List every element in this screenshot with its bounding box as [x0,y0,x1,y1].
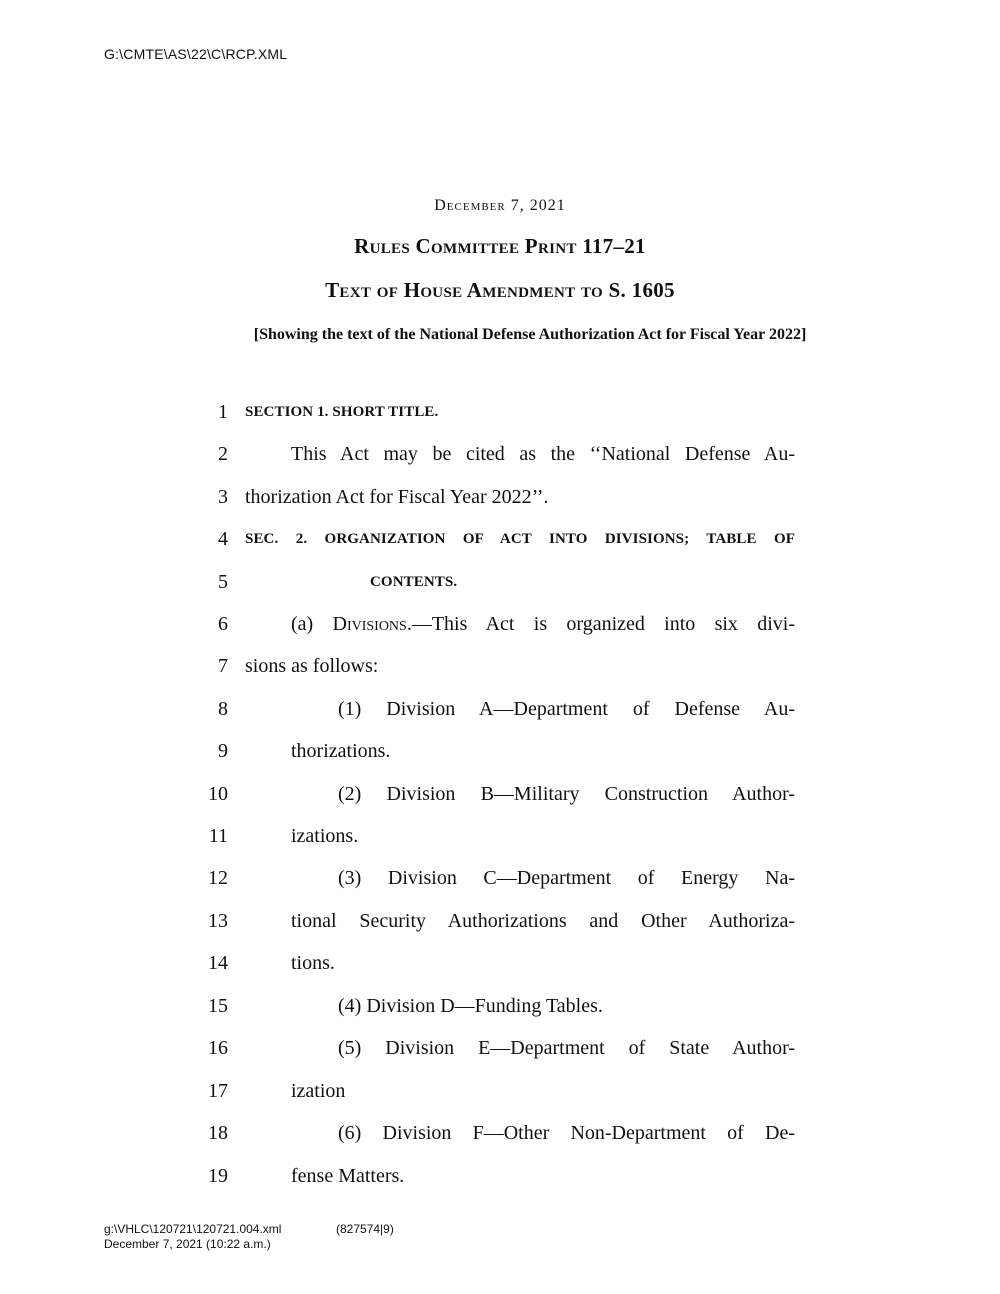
line-number: 3 [218,486,228,508]
print-title: Rules Committee Print 117–21 [354,234,646,258]
line-number: 9 [218,740,228,762]
line-number: 14 [208,952,228,974]
text-line [0,863,1000,893]
text-line [0,439,1000,469]
line-number: 10 [208,783,228,805]
line-text: tions. [291,952,335,974]
file-path: G:\CMTE\AS\22\C\RCP.XML [104,46,288,62]
line-text: This Act may be cited as the ‘‘National Defense Au- [291,443,795,465]
line-number: 4 [218,528,228,550]
line-number: 18 [208,1122,228,1144]
paragraph-marker: (a) [291,613,333,635]
text-line [0,821,1000,851]
footer-timestamp: December 7, 2021 (10:22 a.m.) [104,1237,271,1251]
text-line [0,736,1000,766]
line-number: 6 [218,613,228,635]
line-text-rest: .—This Act is organized into six divi- [406,613,795,635]
text-line [0,651,1000,681]
footer-code: (827574|9) [336,1222,394,1236]
line-text: (4) Division D—Funding Tables. [338,995,603,1017]
line-text: (1) Division A—Department of Defense Au- [338,698,795,720]
line-number: 17 [208,1080,228,1102]
text-line [0,1033,1000,1063]
line-number: 11 [208,825,228,847]
text-line [0,694,1000,724]
section-heading: SECTION 1. SHORT TITLE. [245,404,439,420]
text-line [0,482,1000,512]
text-line [0,948,1000,978]
text-line [0,397,1000,427]
line-number: 5 [218,571,228,593]
line-text: (6) Division F—Other Non-Department of De- [338,1122,795,1144]
line-number: 2 [218,443,228,465]
text-line [0,524,1000,554]
line-number: 8 [218,698,228,720]
line-text: thorizations. [291,740,391,762]
text-line [0,779,1000,809]
line-number: 16 [208,1037,228,1059]
line-text: tional Security Authorizations and Other Authoriza- [291,910,795,932]
line-text: (3) Division C—Department of Energy Na- [338,867,795,889]
text-line [0,1161,1000,1191]
text-line [0,1076,1000,1106]
text-line [0,1118,1000,1148]
line-text [291,609,795,639]
line-text: thorization Act for Fiscal Year 2022’’. [245,486,549,508]
line-text: izations. [291,825,359,847]
line-number: 13 [208,910,228,932]
subtitle: [Showing the text of the National Defense Authorization Act for Fiscal Year 2022] [253,326,807,343]
line-number: 19 [208,1165,228,1187]
text-line [0,567,1000,597]
amendment-title: Text of House Amendment to S. 1605 [325,278,675,302]
line-number: 7 [218,655,228,677]
line-text: ization [291,1080,346,1102]
section-heading: SEC. 2. ORGANIZATION OF ACT INTO DIVISIONS; TABLE OF [245,531,795,547]
text-line [0,609,1000,639]
line-text: fense Matters. [291,1165,405,1187]
subsection-heading: Divisions [332,613,407,635]
line-text: sions as follows: [245,655,379,677]
document-date: December 7, 2021 [434,197,566,214]
section-heading: CONTENTS. [370,574,458,590]
footer [104,1222,394,1252]
line-number: 12 [208,867,228,889]
line-number: 15 [208,995,228,1017]
text-line [0,991,1000,1021]
footer-path: g:\VHLC\120721\120721.004.xml [104,1222,282,1236]
text-line [0,906,1000,936]
line-number: 1 [218,401,228,423]
line-text: (2) Division B—Military Construction Author- [338,783,795,805]
line-text: (5) Division E—Department of State Author- [338,1037,795,1059]
